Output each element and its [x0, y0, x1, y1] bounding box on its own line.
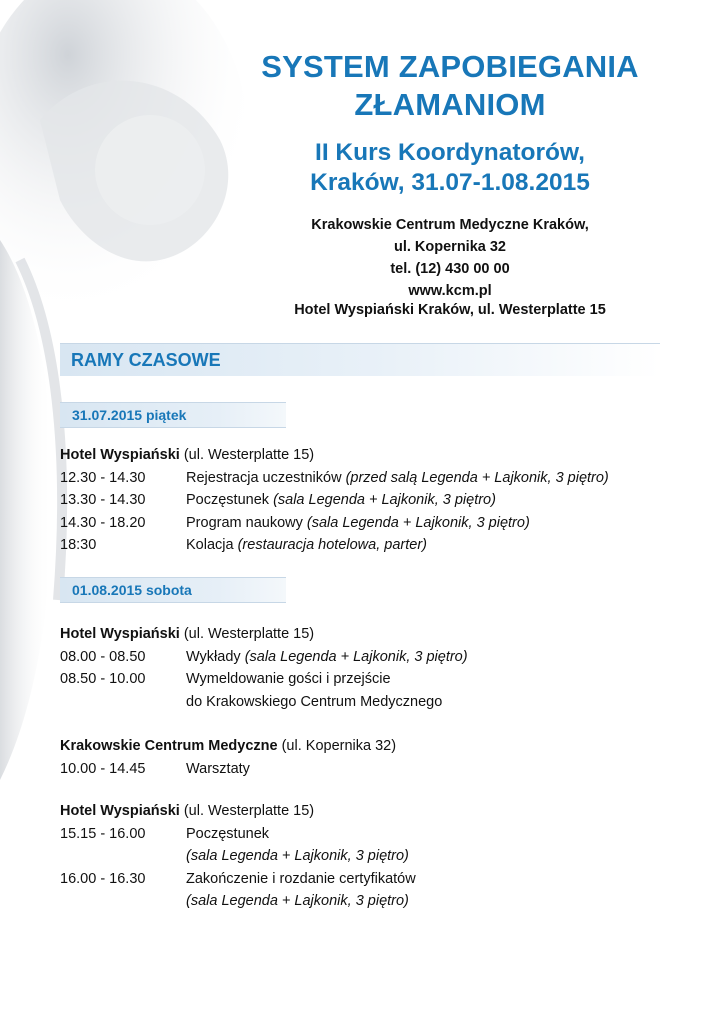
location-note: (sala Legenda + Lajkonik, 3 piętro) [306, 514, 530, 531]
schedule-row [60, 668, 468, 691]
location-note: (sala Legenda + Lajkonik, 3 piętro) [244, 648, 468, 665]
time: 10.00 - 14.45 [60, 760, 146, 777]
website-line: www.kcm.pl [408, 283, 492, 299]
venue-address: (ul. Westerplatte 15) [179, 803, 315, 819]
venue-line [60, 444, 609, 467]
schedule-row [60, 845, 468, 868]
schedule-day-1 [60, 444, 609, 557]
time: 16.00 - 16.30 [60, 870, 146, 887]
schedule-row [60, 534, 609, 557]
description [186, 467, 609, 490]
venue-name: Hotel Wyspiański [60, 803, 180, 819]
subtitle-line-2: Kraków, 31.07-1.08.2015 [310, 169, 590, 196]
description [186, 823, 269, 846]
location-note: (sala Legenda + Lajkonik, 3 piętro) [186, 893, 409, 909]
time [60, 691, 186, 714]
location-note: (restauracja hotelowa, parter) [237, 537, 427, 553]
section-title: RAMY CZASOWE [71, 350, 221, 370]
title-line-2: ZŁAMANIOM [354, 87, 546, 122]
schedule-row [60, 868, 468, 891]
time [60, 890, 186, 913]
description [186, 868, 416, 891]
phone-line: tel. (12) 430 00 00 [390, 261, 510, 277]
schedule-row [60, 823, 468, 846]
description [186, 512, 530, 535]
activity: Kolacja [186, 537, 238, 553]
activity: Wykłady [186, 648, 245, 665]
schedule-row [60, 512, 609, 535]
subtitle-line-1: II Kurs Koordynatorów, [315, 139, 585, 166]
description [186, 691, 442, 714]
schedule-day-2 [60, 623, 468, 913]
description [186, 758, 250, 781]
venue-name: Hotel Wyspiański [60, 447, 180, 463]
venue-line [60, 800, 468, 823]
venue-name: Hotel Wyspiański [60, 626, 180, 642]
venue-address: (ul. Westerplatte 15) [179, 626, 315, 642]
schedule-row [60, 691, 468, 714]
description [186, 646, 468, 669]
date-bar-day-2 [60, 577, 286, 603]
time: 08.00 - 08.50 [60, 648, 146, 665]
activity: do Krakowskiego Centrum Medycznego [186, 693, 443, 710]
time: 18:30 [60, 537, 97, 553]
activity: Zakończenie i rozdanie certyfikatów [186, 870, 416, 887]
venue-line [60, 735, 468, 758]
location-note: (sala Legenda + Lajkonik, 3 piętro) [186, 848, 409, 864]
venue-address: (ul. Kopernika 32) [277, 738, 397, 754]
activity: Rejestracja uczestników [186, 469, 346, 486]
hotel-address-line: Hotel Wyspiański Kraków, ul. Westerplatte 15 [294, 302, 606, 318]
activity: Poczęstunek [186, 825, 270, 842]
date-bar-day-1 [60, 402, 286, 428]
address-line-1: Krakowskie Centrum Medyczne Kraków, [311, 217, 589, 233]
section-heading-bar [60, 343, 660, 376]
title-line-1: SYSTEM ZAPOBIEGANIA [261, 49, 639, 84]
schedule-row [60, 646, 468, 669]
schedule-row [60, 758, 468, 781]
date-label-day-1: 31.07.2015 piątek [72, 407, 187, 423]
description [186, 534, 427, 557]
description [186, 668, 391, 691]
header [180, 48, 720, 302]
date-label-day-2: 01.08.2015 sobota [72, 582, 192, 598]
time [60, 845, 186, 868]
description [186, 489, 496, 512]
time: 12.30 - 14.30 [60, 469, 146, 486]
description [186, 890, 409, 913]
venue-address: (ul. Westerplatte 15) [179, 447, 315, 463]
location-note: (sala Legenda + Lajkonik, 3 piętro) [273, 492, 496, 508]
time: 08.50 - 10.00 [60, 671, 146, 687]
time: 14.30 - 18.20 [60, 514, 146, 531]
time: 15.15 - 16.00 [60, 825, 146, 842]
activity: Poczęstunek [186, 492, 274, 508]
venue-name: Krakowskie Centrum Medyczne [60, 738, 278, 754]
activity: Warsztaty [186, 760, 250, 777]
time: 13.30 - 14.30 [60, 492, 146, 508]
address-line-2: ul. Kopernika 32 [393, 239, 506, 255]
schedule-row [60, 890, 468, 913]
location-note: (przed salą Legenda + Lajkonik, 3 piętro) [345, 469, 609, 486]
activity: Program naukowy [186, 514, 307, 531]
venue-line [60, 623, 468, 646]
schedule-row [60, 467, 609, 490]
address-block [180, 214, 720, 302]
description [186, 845, 409, 868]
activity: Wymeldowanie gości i przejście [186, 671, 391, 687]
schedule-row [60, 489, 609, 512]
